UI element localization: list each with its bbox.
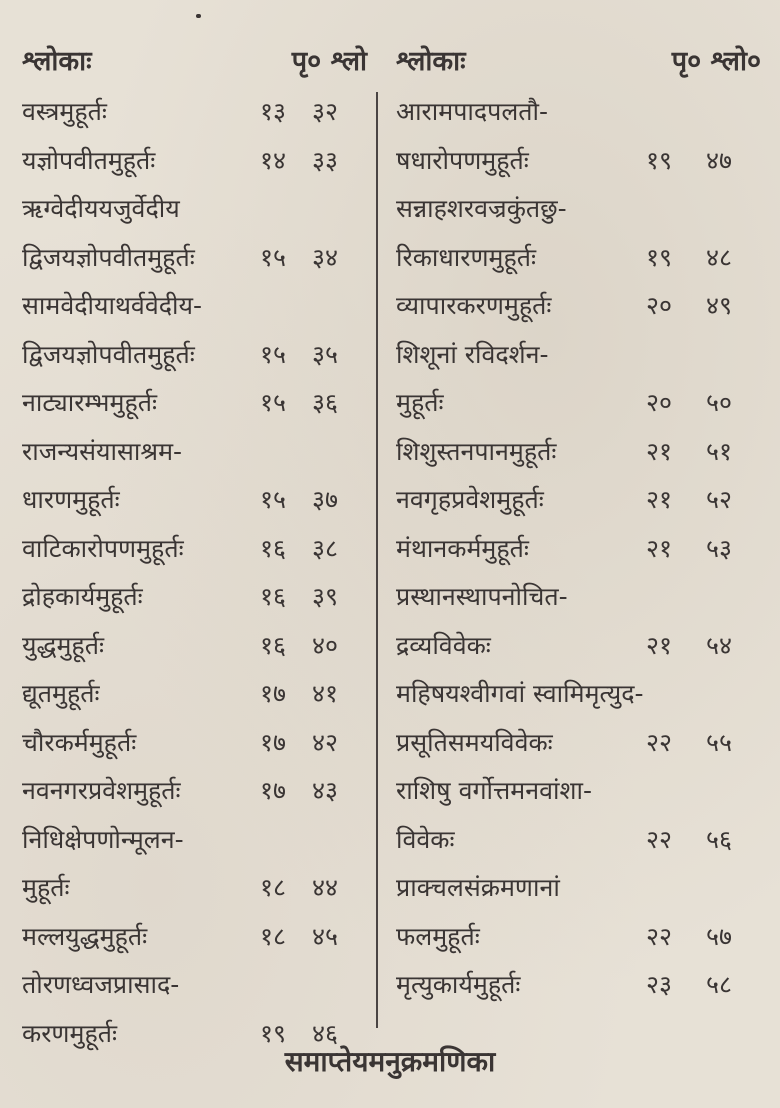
entry-page: १४ [260,145,287,175]
entry-title: प्रसूतिसमयविवेकः [396,727,553,757]
entry-title: तोरणध्वजप्रासाद- [22,970,180,999]
entry-page: २१ [646,436,673,466]
entry-sloka: ५२ [706,485,733,514]
entry-title: नाट्यारम्भमुहूर्तः [22,388,158,417]
entry-title: चौरकर्ममुहूर्तः [22,727,137,757]
index-entry [396,573,761,622]
entry-page: १५ [260,242,287,272]
entry-page: २१ [646,533,673,563]
entry-page: १७ [260,776,287,805]
entry-page: १६ [260,533,287,563]
entry-page: १९ [646,145,673,175]
entry-page: २० [646,388,673,417]
index-entry [396,234,761,283]
entry-title: मृत्युकार्यमुहूर्तः [396,970,521,999]
entry-sloka: ५३ [706,533,733,563]
entry-page: १८ [260,921,287,951]
entry-title: सामवेदीयाथर्ववेदीय- [22,291,202,320]
entry-title: प्रस्थानस्थापनोचित- [396,582,568,611]
entry-sloka: ५० [706,388,733,417]
entry-page: १६ [260,582,287,611]
entry-title: द्रव्यविवेकः [396,630,491,660]
entry-page: १३ [260,97,287,126]
entry-sloka: ४२ [312,727,339,757]
index-entry [396,864,761,913]
entry-page: २० [646,291,673,320]
index-entry [22,573,367,622]
index-entry [396,913,761,962]
index-entry [22,816,367,865]
entry-sloka: ५६ [706,824,733,854]
entry-title: सन्नाहशरवज्रकुंतछु- [396,194,567,223]
entry-sloka: ४१ [312,679,339,708]
right-column-header [396,36,761,88]
entry-title: द्यूतमुहूर्तः [22,679,100,708]
index-entry [22,864,367,913]
entry-sloka: ४९ [706,291,733,320]
right-entry-list [396,88,761,1010]
entry-title: शिशूनां रविदर्शन- [396,339,549,369]
entry-sloka: ४० [312,630,339,660]
column-divider [376,92,378,1028]
entry-title: युद्धमुहूर्तः [22,630,105,660]
entry-page: १९ [646,242,673,272]
entry-sloka: ५१ [706,436,733,466]
entry-title: फलमुहूर्तः [396,921,480,951]
entry-sloka: ३३ [312,145,339,175]
entry-sloka: ४४ [312,873,339,902]
index-entry [396,379,761,428]
index-entry [22,282,367,331]
entry-title: मुहूर्तः [22,873,70,902]
index-entry [22,137,367,186]
entry-title: विवेकः [396,824,455,854]
entry-title: व्यापारकरणमुहूर्तः [396,291,552,320]
index-entry [396,525,761,574]
index-entry [396,185,761,234]
index-entry [22,428,367,477]
entry-sloka: ३२ [312,97,339,126]
entry-page: १५ [260,339,287,369]
entry-page: २२ [646,824,673,854]
index-entry [22,670,367,719]
index-entry [396,670,761,719]
entry-sloka: ४६ [312,1018,339,1048]
entry-page: १८ [260,873,287,902]
index-entry [22,476,367,525]
ink-speck [196,14,201,18]
entry-page: १७ [260,727,287,757]
entry-title: शिशुस्तनपानमुहूर्तः [396,436,557,466]
entry-title: द्विजयज्ञोपवीतमुहूर्तः [22,242,195,272]
closing-title: समाप्तेयमनुक्रमणिका [284,1045,496,1078]
entry-title: द्विजयज्ञोपवीतमुहूर्तः [22,339,195,369]
entry-page: १५ [260,485,287,514]
entry-sloka: ३४ [312,242,339,272]
entry-title: वस्त्रमुहूर्तः [22,97,107,126]
index-entry [22,88,367,137]
entry-sloka: ३८ [312,533,339,563]
entry-page: २१ [646,630,673,660]
entry-sloka: ४५ [312,921,339,951]
entry-title: मुहूर्तः [396,388,444,417]
index-entry [396,622,761,671]
entry-page: २३ [646,970,673,999]
index-entry [396,816,761,865]
entry-page: १५ [260,388,287,417]
index-entry [396,767,761,816]
index-entry [396,961,761,1010]
entry-title: धारणमुहूर्तः [22,485,120,514]
entry-page: १९ [260,1018,287,1048]
entry-title: रिकाधारणमुहूर्तः [396,242,537,272]
entry-title: नवनगरप्रवेशमुहूर्तः [22,776,181,805]
entry-sloka: ३६ [312,388,339,417]
entry-title: करणमुहूर्तः [22,1018,118,1048]
index-entry [22,622,367,671]
entry-page: १७ [260,679,287,708]
page-sloka-heading: पृ० श्लो० [671,46,761,77]
shloka-heading: श्लोकाः [22,46,92,77]
left-entry-list [22,88,367,1058]
entry-title: नवगृहप्रवेशमुहूर्तः [396,485,544,514]
entry-title: मल्लयुद्धमुहूर्तः [22,921,148,951]
right-column [396,36,761,1010]
entry-page: १६ [260,630,287,660]
index-entry [22,234,367,283]
left-column [22,36,367,1058]
entry-title: षधारोपणमुहूर्तः [396,145,529,175]
entry-title: आरामपादपलतौ- [396,97,549,126]
entry-title: निधिक्षेपणोन्मूलन- [22,824,184,854]
index-entry [22,767,367,816]
entry-page: २२ [646,921,673,951]
entry-page: २१ [646,485,673,514]
entry-sloka: ४७ [706,145,733,175]
entry-title: प्राक्चलसंक्रमणानां [396,873,560,902]
entry-sloka: ३५ [312,339,339,369]
index-entry [396,428,761,477]
entry-title: राशिषु वर्गोत्तमनवांशा- [396,776,592,805]
page-sloka-heading: पृ० श्लो [291,46,367,77]
index-entry [22,331,367,380]
index-entry [22,525,367,574]
index-entry [22,379,367,428]
entry-title: द्रोहकार्यमुहूर्तः [22,582,143,611]
entry-sloka: ५७ [706,921,733,951]
left-column-header [22,36,367,88]
index-entry [22,185,367,234]
index-entry [396,331,761,380]
index-entry [22,913,367,962]
entry-title: मंथानकर्ममुहूर्तः [396,533,529,563]
entry-title: यज्ञोपवीतमुहूर्तः [22,145,156,175]
entry-sloka: ३९ [312,582,339,611]
entry-sloka: ५४ [706,630,733,660]
entry-sloka: ५८ [706,970,733,999]
index-entry [22,719,367,768]
entry-page: २२ [646,727,673,757]
entry-title: महिषयश्वीगवां स्वामिमृत्युद- [396,679,644,708]
entry-title: वाटिकारोपणमुहूर्तः [22,533,184,563]
index-entry [396,137,761,186]
entry-title: राजन्यसंयासाश्रम- [22,436,183,466]
index-entry [396,88,761,137]
entry-sloka: ३७ [312,485,339,514]
entry-title: ऋग्वेदीययजुर्वेदीय [22,194,180,223]
index-entry [22,961,367,1010]
shloka-heading: श्लोकाः [396,46,466,77]
entry-sloka: ४३ [312,776,339,805]
index-entry [396,282,761,331]
index-entry [396,476,761,525]
index-entry [396,719,761,768]
entry-sloka: ५५ [706,727,733,757]
entry-sloka: ४८ [706,242,733,272]
